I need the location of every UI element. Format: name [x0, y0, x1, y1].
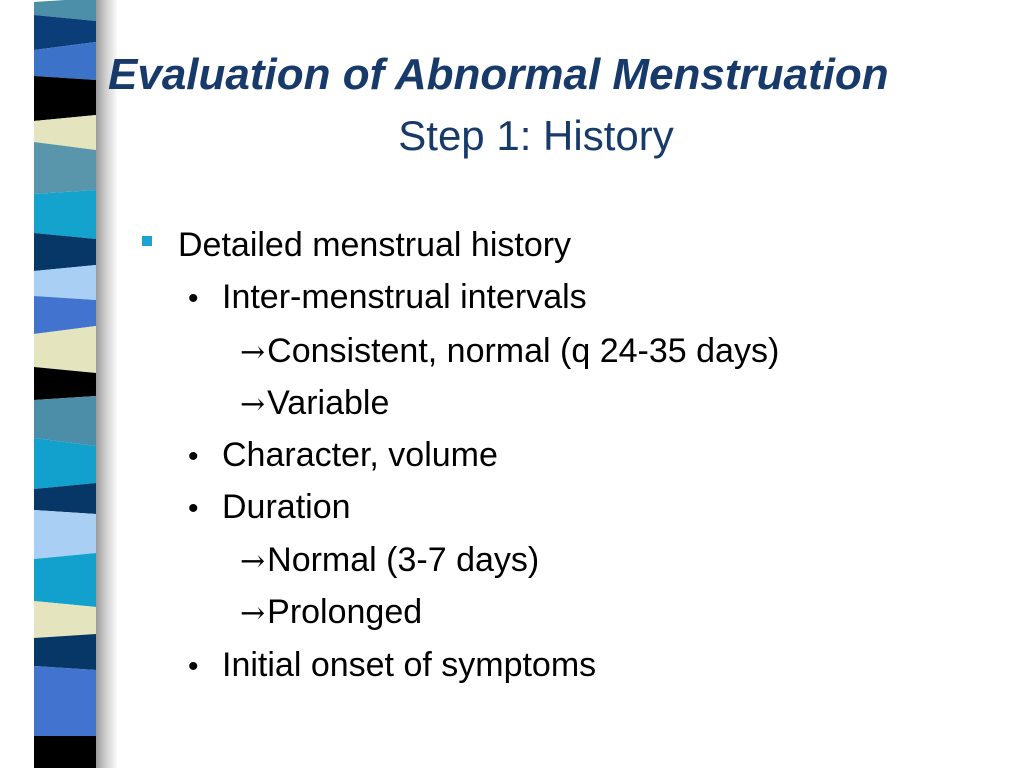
bullet-text: Character, volume	[222, 436, 498, 474]
dot-bullet-icon: •	[188, 492, 199, 525]
bullet-text: Consistent, normal (q 24-35 days)	[267, 332, 780, 370]
dot-bullet-icon: •	[188, 440, 199, 473]
bullet-item-2	[188, 278, 587, 317]
arrow-bullet-icon: →	[240, 596, 266, 631]
bullet-text: Inter-menstrual intervals	[222, 278, 587, 316]
bullet-item-3	[240, 332, 779, 371]
bullet-text: Detailed menstrual history	[178, 226, 572, 264]
dot-bullet-icon: •	[188, 650, 199, 683]
slide-title: Evaluation of Abnormal Menstruation	[108, 50, 889, 99]
arrow-bullet-icon: →	[240, 387, 266, 422]
square-bullet-icon	[142, 236, 152, 246]
bullet-item-8	[240, 593, 422, 632]
bullet-text: Variable	[267, 384, 390, 422]
bullet-text: Duration	[222, 488, 351, 526]
bullet-text: Normal (3-7 days)	[267, 541, 540, 579]
bullet-item-1	[142, 226, 571, 265]
bullet-text: Initial onset of symptoms	[222, 646, 597, 684]
bullet-item-5	[188, 436, 498, 475]
slide-subtitle-text: Step 1: History	[398, 112, 674, 159]
bullet-item-7	[240, 541, 539, 580]
bullet-item-9	[188, 646, 596, 685]
bullet-item-6	[188, 488, 351, 527]
arrow-bullet-icon: →	[240, 544, 266, 579]
dot-bullet-icon: •	[188, 282, 199, 315]
arrow-bullet-icon: →	[240, 335, 266, 370]
bullet-item-4	[240, 384, 389, 423]
bullet-text: Prolonged	[267, 593, 423, 631]
